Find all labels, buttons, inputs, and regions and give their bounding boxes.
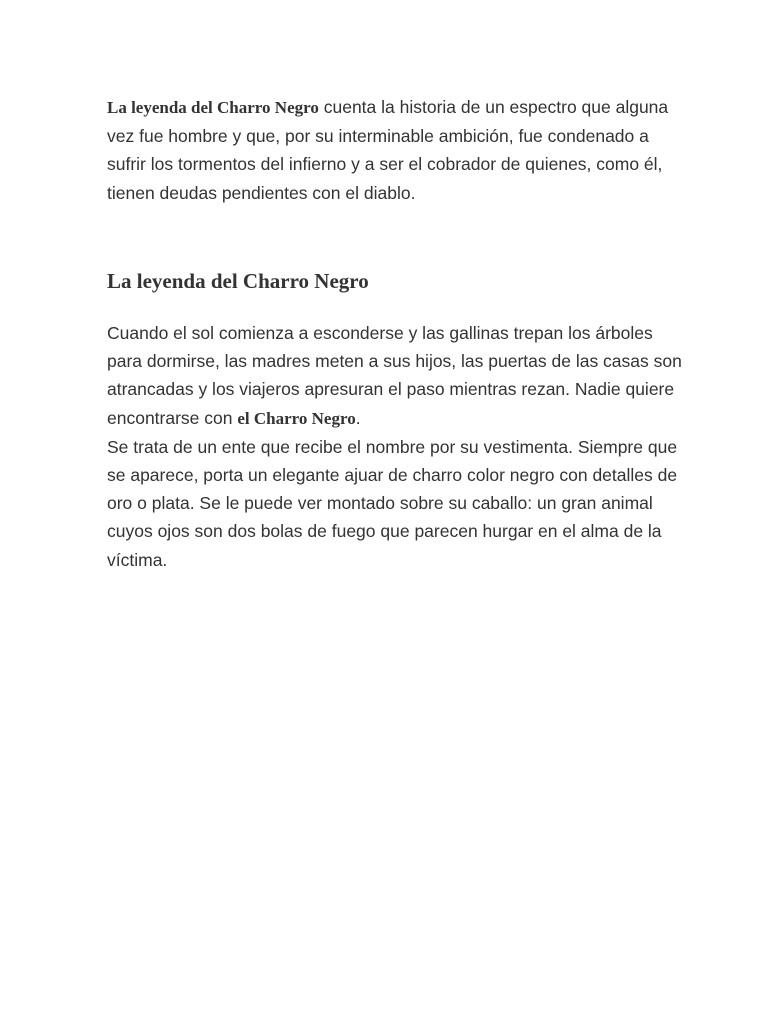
intro-lead-title: La leyenda del Charro Negro bbox=[107, 98, 319, 117]
body-paragraph-2: Se trata de un ente que recibe el nombre por su vestimenta. Siempre que se aparece, porta un elegante ajuar de charro color negro con detalles de oro o plata. Se le puede ver montado sobre su caballo: un gran animal cuyos ojos son dos bolas de fuego que parecen hurgar en el alma de la víctima. bbox=[107, 436, 678, 570]
body-text bbox=[107, 319, 687, 574]
body-paragraph-1-end: . bbox=[355, 407, 361, 428]
intro-paragraph bbox=[107, 93, 687, 207]
intro-text: cuenta la historia de un espectro que alguna vez fue hombre y que, por su interminable ambición, fue condenado a sufrir los tormentos del infierno y a ser el cobrador de quienes, como él, tienen deudas pendientes con el diablo. bbox=[107, 97, 669, 203]
body-paragraph-1-text: Cuando el sol comienza a esconderse y las gallinas trepan los árboles para dormirse, las madres meten a sus hijos, las puertas de las casas son atrancadas y los viajeros apresuran el paso mientras rezan. Nadie quiere encontrarse con bbox=[107, 323, 682, 428]
section-heading: La leyenda del Charro Negro bbox=[107, 269, 369, 293]
body-paragraph-1-bold: el Charro Negro bbox=[237, 408, 356, 428]
